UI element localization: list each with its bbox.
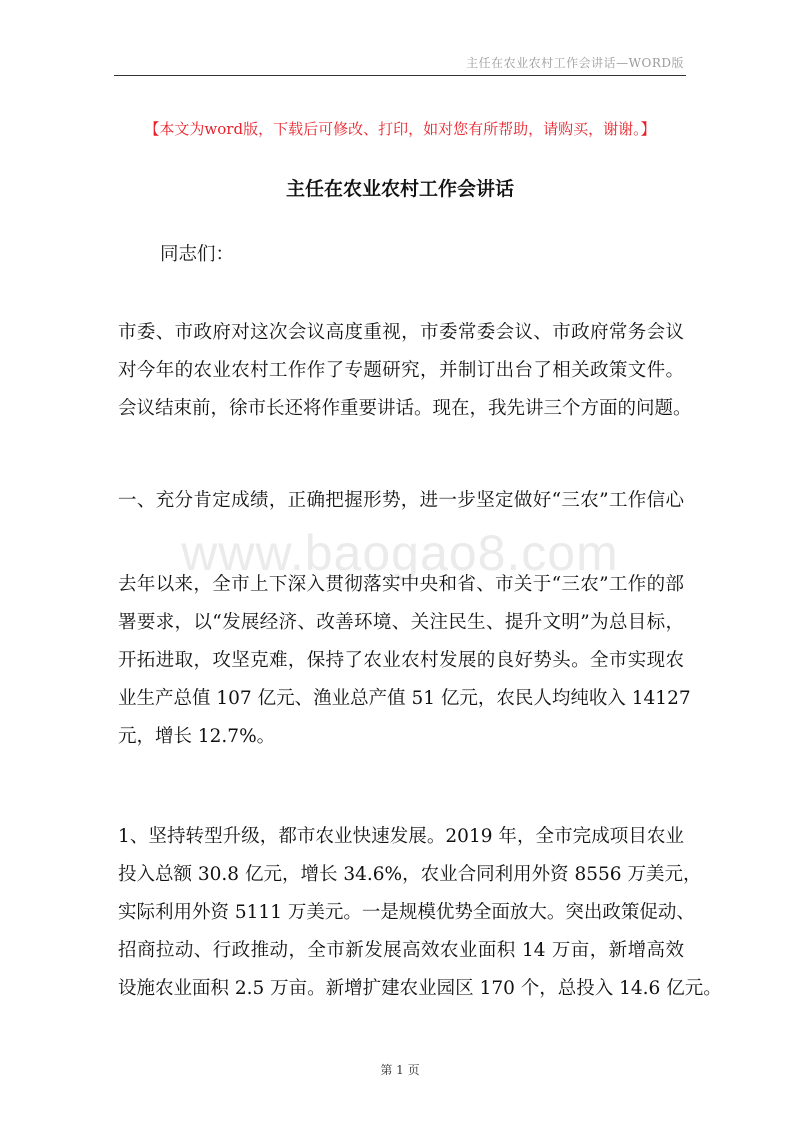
section-heading-1	[118, 482, 684, 520]
text-line: 会议结束前，徐市长还将作重要讲话。现在，我先讲三个方面的问题。	[118, 398, 692, 419]
paragraph-intro	[118, 314, 692, 428]
text-line: 招商拉动、行政推动，全市新发展高效农业面积 14 万亩，新增高效	[118, 940, 684, 961]
text-line: 开拓进取，攻坚克难，保持了农业农村发展的良好势头。全市实现农	[118, 650, 684, 671]
text-line: 实际利用外资 5111 万美元。一是规模优势全面放大。突出政策促动、	[118, 902, 695, 923]
text-line: 设施农业面积 2.5 万亩。新增扩建农业园区 170 个，总投入 14.6 亿元。	[118, 978, 722, 999]
header-divider	[114, 75, 686, 76]
paragraph-transformation	[118, 818, 722, 1008]
text-line: 元，增长 12.7%。	[118, 726, 276, 747]
text-line: 业生产总值 107 亿元、渔业总产值 51 亿元，农民人均纯收入 14127	[118, 688, 691, 709]
watermark: www.baogao8.com	[181, 525, 619, 581]
text-line: 1、坚持转型升级，都市农业快速发展。2019 年，全市完成项目农业	[118, 826, 684, 847]
greeting: 同志们：	[160, 244, 235, 265]
text-line: 对今年的农业农村工作作了专题研究，并制订出台了相关政策文件。	[118, 360, 684, 381]
paragraph-achievements	[118, 566, 691, 756]
text-line: 去年以来，全市上下深入贯彻落实中央和省、市关于“三农”工作的部	[118, 574, 684, 595]
running-header: 主任在农业农村工作会讲话—WORD版	[466, 56, 684, 70]
text-line: 投入总额 30.8 亿元，增长 34.6%，农业合同利用外资 8556 万美元，	[118, 864, 702, 885]
document-title: 主任在农业农村工作会讲话	[285, 178, 514, 200]
text-line: 署要求，以“发展经济、改善环境、关注民生、提升文明”为总目标，	[118, 612, 684, 633]
purchase-notice: 【本文为word版，下载后可修改、打印，如对您有所帮助，请购买，谢谢。】	[144, 120, 656, 138]
text-line: 一、充分肯定成绩，正确把握形势，进一步坚定做好“三农”工作信心	[118, 490, 684, 511]
text-line: 市委、市政府对这次会议高度重视，市委常委会议、市政府常务会议	[118, 322, 684, 343]
page-number: 第 1 页	[380, 1063, 420, 1077]
